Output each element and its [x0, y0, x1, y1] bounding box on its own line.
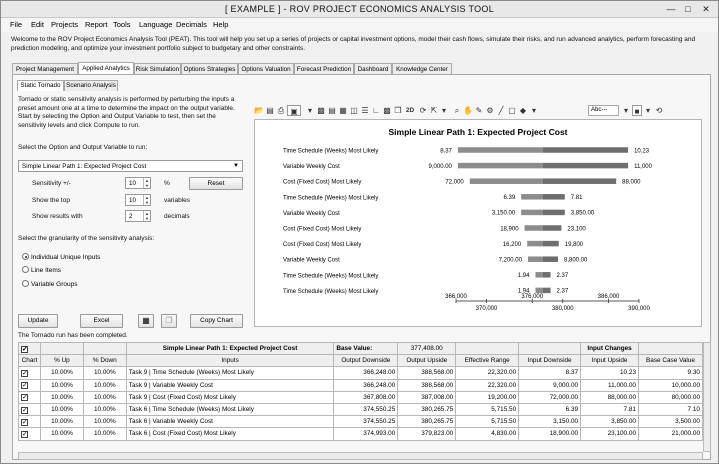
menu-edit[interactable]: Edit [31, 20, 44, 29]
menu-tools[interactable]: Tools [113, 20, 131, 29]
window-title: [ EXAMPLE ] - ROV PROJECT ECONOMICS ANALYSIS TOOL [224, 4, 495, 14]
header-cell [639, 343, 703, 355]
input-upside-cell: 88,000.00 [581, 391, 639, 403]
description-line: sensitivity levels and click Compute to run. [18, 121, 141, 129]
dropdown-icon[interactable]: ▾ [531, 106, 536, 115]
radio-icon [22, 280, 29, 287]
line-icon[interactable]: ╱ [498, 106, 504, 115]
palette-icon[interactable]: ▣ [287, 105, 301, 116]
radio-individual-inputs[interactable] [22, 253, 100, 261]
copy-chart-button[interactable]: Copy Chart [190, 314, 243, 328]
sensitivity-stepper[interactable] [125, 177, 151, 189]
downside-bar [458, 163, 543, 169]
base-case-cell: 3,500.00 [639, 416, 703, 428]
refresh-icon[interactable]: ⟲ [655, 106, 663, 115]
tab-dashboard[interactable]: Dashboard [354, 63, 392, 75]
excel-button[interactable]: Excel [80, 314, 123, 328]
base-case-cell: 9.30 [639, 367, 703, 379]
horizontal-scrollbar[interactable] [18, 452, 703, 460]
checkbox-icon: ✓ [22, 418, 28, 426]
subtab-scenario-analysis[interactable]: Scenario Analysis [64, 80, 118, 91]
upside-bar [543, 241, 559, 247]
chart-type-icon[interactable]: ▩ [317, 106, 325, 115]
output-downside-cell: 366,248.00 [334, 379, 398, 391]
input-downside-cell: 9,000.00 [519, 379, 581, 391]
col-pct-up[interactable]: % Up [40, 355, 83, 367]
spin-arrows-icon[interactable]: ▲ ▼ [143, 178, 150, 188]
bar-label: Cost (Fixed Cost) Most Likely [283, 226, 362, 233]
copy-icon[interactable]: ❐ [161, 314, 177, 328]
col-input-downside[interactable]: Input Downside [519, 355, 581, 367]
tab-project-management[interactable]: Project Management [12, 63, 78, 75]
select-output-label: Select the Option and Output Variable to run: [18, 144, 148, 151]
minimize-icon[interactable]: — [666, 4, 676, 14]
downside-bar [528, 256, 543, 262]
tab-knowledge-center[interactable]: Knowledge Center [392, 63, 452, 75]
bar-label: Variable Weekly Cost [283, 164, 340, 171]
checkbox-icon: ✓ [22, 369, 28, 377]
output-downside-cell: 366,248.00 [334, 367, 398, 379]
col-base-case[interactable]: Base Case Value [639, 355, 703, 367]
granularity-label: Select the granularity of the sensitivity analysis: [18, 235, 155, 242]
sensitivity-label: Sensitivity +/- [32, 180, 71, 187]
select-all-checkbox[interactable] [19, 343, 41, 355]
pct-up-cell[interactable]: 10.00% [40, 367, 83, 379]
dropdown-icon[interactable]: ▾ [645, 106, 650, 115]
pct-down-cell[interactable]: 10.00% [83, 428, 126, 440]
radio-variable-groups[interactable] [22, 280, 78, 288]
effective-range-cell: 19,200.00 [456, 391, 519, 403]
col-effective-range[interactable]: Effective Range [456, 355, 519, 367]
marker-icon[interactable]: ◆ [519, 106, 527, 115]
sensitivity-unit: % [164, 180, 170, 187]
bar-label: Time Schedule (Weeks) Most Likely [283, 195, 379, 202]
table-row[interactable] [19, 379, 703, 391]
shape-icon[interactable]: ▢ [508, 106, 516, 115]
output-upside-cell: 379,823.00 [398, 428, 456, 440]
input-upside-cell: 11,000.00 [581, 379, 639, 391]
table-row[interactable] [19, 391, 703, 403]
top-variables-label: Show the top [32, 197, 70, 204]
sensitivity-value: 10 [129, 180, 137, 187]
upside-bar [543, 256, 558, 262]
output-variable-select[interactable] [18, 160, 243, 172]
description-line: Tornado or static sensitivity analysis is performed by perturbing the inputs a [18, 96, 235, 103]
downside-value-label: 1.94 [517, 273, 530, 280]
upside-bar [543, 288, 551, 294]
description-line: preset amount one at a time to determine the impact on the output variable. [18, 104, 235, 112]
effective-range-cell: 22,320.00 [456, 379, 519, 391]
bar-label: Cost (Fixed Cost) Most Likely [283, 179, 362, 186]
pct-down-cell[interactable]: 10.00% [83, 416, 126, 428]
2d-toggle-button[interactable]: 2D [405, 107, 415, 114]
tornado-chart-svg [255, 120, 701, 326]
upside-value-label: 7.81 [570, 195, 583, 202]
pct-down-cell[interactable]: 10.00% [83, 403, 126, 415]
downside-value-label: 9,000.00 [428, 163, 452, 170]
status-text: The Tornado run has been completed. [18, 332, 128, 339]
vertical-scrollbar[interactable] [703, 342, 711, 452]
base-case-cell: 7.10 [639, 403, 703, 415]
row-checkbox[interactable] [19, 391, 41, 403]
output-downside-cell: 367,808.00 [334, 391, 398, 403]
pan-icon[interactable]: ✋ [463, 106, 473, 115]
downside-value-label: 7,200.00 [498, 257, 522, 264]
copy-data-icon[interactable]: ❐ [394, 106, 402, 115]
bar-label: Time Schedule (Weeks) Most Likely [283, 148, 379, 155]
row-checkbox[interactable] [19, 379, 41, 391]
header-cell [40, 343, 83, 355]
effective-range-cell: 22,320.00 [456, 367, 519, 379]
downside-value-label: 18,900 [500, 226, 519, 233]
x-tick-label: 386,000 [597, 294, 620, 300]
chart-toolbar [254, 104, 702, 118]
downside-bar [458, 147, 543, 153]
upside-value-label: 23,100 [567, 226, 586, 233]
x-tick-label: 370,000 [475, 306, 498, 312]
annotate-icon[interactable]: ✎ [475, 106, 483, 115]
input-name-cell: Task 9 | Time Schedule (Weeks) Most Likely [126, 367, 334, 379]
pct-up-cell[interactable]: 10.00% [40, 379, 83, 391]
description-line: Start by selecting the Option and Output Variable to test, then set the [18, 113, 216, 121]
col-output-upside[interactable]: Output Upside [398, 355, 456, 367]
tornado-chart [254, 119, 702, 327]
chart-title: Simple Linear Path 1: Expected Project Cost [388, 127, 568, 137]
input-upside-cell: 23,100.00 [581, 428, 639, 440]
pointer-icon[interactable]: ⇱ [430, 106, 438, 115]
tab-applied-analytics[interactable]: Applied Analytics [78, 62, 134, 76]
upside-bar [543, 147, 628, 153]
base-case-cell: 10,000.00 [639, 379, 703, 391]
col-output-downside[interactable]: Output Downside [334, 355, 398, 367]
save-icon[interactable]: ▤ [266, 106, 274, 115]
spin-arrows-icon[interactable]: ▲ ▼ [143, 211, 150, 221]
base-case-cell: 80,000.00 [639, 391, 703, 403]
properties-icon[interactable]: ⚙ [486, 106, 494, 115]
menu-decimals[interactable]: Decimals [176, 20, 207, 29]
downside-value-label: 6.39 [503, 195, 516, 202]
col-chart[interactable]: Chart [19, 355, 41, 367]
grid-icon[interactable]: ▦ [339, 106, 347, 115]
output-upside-cell: 388,568.00 [398, 367, 456, 379]
row-checkbox[interactable] [19, 416, 41, 428]
tab-options-valuation[interactable]: Options Valuation [238, 63, 294, 75]
open-icon[interactable]: 📂 [254, 106, 264, 115]
output-downside-cell: 374,550.25 [334, 403, 398, 415]
decimals-stepper[interactable] [125, 210, 151, 222]
decimals-unit: decimals [164, 213, 190, 220]
menu-bar [1, 18, 718, 32]
pct-down-cell[interactable]: 10.00% [83, 367, 126, 379]
downside-bar [521, 194, 543, 200]
bar-label: Time Schedule (Weeks) Most Likely [283, 273, 379, 280]
tab-risk-simulation[interactable]: Risk Simulation [134, 63, 181, 75]
radio-selected-icon [22, 253, 29, 260]
tab-forecast-prediction[interactable]: Forecast Prediction [294, 63, 354, 75]
upside-bar [543, 210, 565, 216]
pct-up-cell[interactable]: 10.00% [40, 416, 83, 428]
upside-bar [543, 272, 551, 278]
print-icon[interactable]: ⎙ [277, 106, 285, 115]
input-name-cell: Task 6 | Variable Weekly Cost [126, 416, 334, 428]
upside-value-label: 2.37 [556, 288, 569, 295]
chart-settings-icon[interactable]: ▦ [138, 314, 154, 328]
upside-value-label: 11,000 [634, 163, 652, 170]
pct-up-cell[interactable]: 10.00% [40, 428, 83, 440]
input-name-cell: Task 6 | Time Schedule (Weeks) Most Likely [126, 403, 334, 415]
pct-down-cell[interactable]: 10.00% [83, 379, 126, 391]
top-variables-unit: variables [164, 197, 191, 204]
menu-help[interactable]: Help [213, 20, 229, 29]
output-downside-cell: 374,993.00 [334, 428, 398, 440]
dropdown-icon[interactable]: ▾ [623, 106, 628, 115]
header-cell [456, 343, 519, 355]
update-button[interactable]: Update [18, 314, 58, 328]
downside-value-label: 8.37 [440, 148, 452, 155]
upside-bar [543, 225, 561, 231]
table-row[interactable] [19, 416, 703, 428]
downside-value-label: 72,000 [445, 179, 464, 186]
row-checkbox[interactable] [19, 428, 41, 440]
x-tick-label: 390,000 [628, 306, 650, 312]
input-changes-label: Input Changes [581, 343, 639, 355]
radio-label: Individual Unique Inputs [31, 254, 101, 261]
menu-file[interactable]: File [10, 20, 23, 29]
bar-label: Variable Weekly Cost [283, 257, 340, 264]
table-row[interactable] [19, 403, 703, 415]
reset-button[interactable]: Reset [189, 177, 243, 190]
x-tick-label: 366,000 [445, 294, 467, 300]
dropdown-icon[interactable]: ▾ [307, 106, 312, 115]
upside-value-label: 19,800 [564, 241, 584, 248]
input-downside-cell: 3,150.00 [519, 416, 581, 428]
row-checkbox[interactable] [19, 403, 41, 415]
title-bar [1, 1, 718, 18]
pct-up-cell[interactable]: 10.00% [40, 403, 83, 415]
downside-bar [535, 272, 543, 278]
radio-line-items[interactable] [22, 266, 61, 274]
input-name-cell: Task 6 | Cost (Fixed Cost) Most Likely [126, 428, 334, 440]
downside-bar [535, 288, 543, 294]
stack-icon[interactable]: ▩ [383, 106, 391, 115]
table-title-row [19, 343, 703, 355]
downside-value-label: 16,200 [502, 241, 522, 248]
upside-value-label: 88,000 [622, 179, 641, 186]
checkbox-icon: ✓ [22, 430, 28, 438]
upside-value-label: 8,800.00 [563, 257, 588, 264]
upside-bar [543, 178, 616, 184]
input-name-cell: Task 9 | Variable Weekly Cost [126, 379, 334, 391]
input-downside-cell: 6.39 [519, 403, 581, 415]
output-upside-cell: 388,568.00 [398, 379, 456, 391]
output-upside-cell: 380,265.75 [398, 416, 456, 428]
base-value-label: Base Value: [334, 343, 398, 355]
table-row[interactable] [19, 428, 703, 440]
font-style-select[interactable]: Abc--- [588, 105, 619, 116]
input-downside-cell: 8.37 [519, 367, 581, 379]
downside-value-label: 1.94 [517, 288, 530, 295]
maximize-icon[interactable]: □ [685, 4, 691, 14]
upside-bar [543, 194, 565, 200]
dropdown-icon[interactable]: ▾ [441, 106, 446, 115]
downside-bar [470, 178, 543, 184]
axis-icon[interactable]: ∟ [372, 106, 380, 115]
downside-bar [521, 210, 543, 216]
checkbox-icon: ✓ [22, 345, 28, 353]
x-tick-label: 380,000 [551, 306, 574, 312]
checkbox-icon: ✓ [22, 382, 28, 390]
col-input-upside[interactable]: Input Upside [581, 355, 639, 367]
bar-label: Variable Weekly Cost [283, 210, 340, 217]
upside-value-label: 2.37 [556, 273, 569, 280]
downside-bar [527, 241, 543, 247]
header-cell [519, 343, 581, 355]
upside-value-label: 3,850.00 [570, 210, 595, 217]
radio-label: Variable Groups [31, 281, 78, 288]
tab-options-strategies[interactable]: Options Strategies [181, 63, 238, 75]
checkbox-icon: ✓ [22, 406, 28, 414]
top-variables-value: 10 [129, 197, 137, 204]
close-icon[interactable]: ✕ [702, 4, 710, 14]
row-checkbox[interactable] [19, 367, 41, 379]
table-icon[interactable]: ◫ [350, 106, 358, 115]
color-picker-icon[interactable]: ■ [632, 105, 642, 116]
downside-bar [525, 225, 543, 231]
table-row[interactable] [19, 367, 703, 379]
effective-range-cell: 5,715.50 [456, 403, 519, 415]
rotate-icon[interactable]: ⟳ [419, 106, 427, 115]
selected-output-value: Simple Linear Path 1: Expected Project Cost [22, 163, 147, 170]
checkbox-icon: ✓ [22, 394, 28, 402]
effective-range-cell: 4,830.00 [456, 428, 519, 440]
effective-range-cell: 5,715.50 [456, 416, 519, 428]
decimals-value: 2 [129, 213, 133, 220]
results-table [18, 342, 703, 441]
upside-value-label: 10.23 [634, 148, 650, 155]
radio-label: Line Items [31, 267, 61, 274]
radio-icon [22, 266, 29, 273]
downside-value-label: 3,150.00 [491, 210, 516, 217]
input-upside-cell: 3,850.00 [581, 416, 639, 428]
input-downside-cell: 18,900.00 [519, 428, 581, 440]
table-title: Simple Linear Path 1: Expected Project Cost [126, 343, 334, 355]
legend-icon[interactable]: ☰ [361, 106, 369, 115]
decimals-label: Show results with [32, 213, 83, 220]
base-case-cell: 21,000.00 [639, 428, 703, 440]
menu-projects[interactable]: Projects [51, 20, 79, 29]
input-upside-cell: 10.23 [581, 367, 639, 379]
chevron-down-icon: ▼ [233, 163, 239, 169]
output-downside-cell: 374,550.25 [334, 416, 398, 428]
column-header-row [19, 355, 703, 367]
input-upside-cell: 7.81 [581, 403, 639, 415]
spin-arrows-icon[interactable]: ▲ ▼ [143, 195, 150, 205]
input-downside-cell: 72,000.00 [519, 391, 581, 403]
menu-report[interactable]: Report [85, 20, 108, 29]
top-variables-stepper[interactable] [125, 194, 151, 206]
upside-bar [543, 163, 628, 169]
output-upside-cell: 380,265.75 [398, 403, 456, 415]
pct-up-cell[interactable]: 10.00% [40, 391, 83, 403]
intro-text: Welcome to the ROV Project Economics Analysis Tool (PEAT). This tool will help you set up a series of projects or capital investment options, model their cash flows, simulate their risks, and run advanced analytics, perform forecasting and prediction modeling, and optimize your investment portfolio subject to budgetary and other constraints. [11, 36, 696, 52]
col-pct-down[interactable]: % Down [83, 355, 126, 367]
bar-label: Cost (Fixed Cost) Most Likely [283, 242, 362, 249]
pct-down-cell[interactable]: 10.00% [83, 391, 126, 403]
output-upside-cell: 387,008.00 [398, 391, 456, 403]
x-tick-label: 376,000 [521, 294, 544, 300]
zoom-icon[interactable]: ⌕ [454, 106, 460, 115]
header-cell [83, 343, 126, 355]
bar-label: Time Schedule (Weeks) Most Likely [283, 288, 379, 295]
menu-language[interactable]: Language [139, 20, 173, 29]
base-value: 377,408.00 [398, 343, 456, 355]
bar-chart-icon[interactable]: ▤ [328, 106, 336, 115]
input-name-cell: Task 9 | Cost (Fixed Cost) Most Likely [126, 391, 334, 403]
subtab-static-tornado[interactable]: Static Tornado [17, 80, 64, 91]
col-inputs[interactable]: Inputs [126, 355, 334, 367]
